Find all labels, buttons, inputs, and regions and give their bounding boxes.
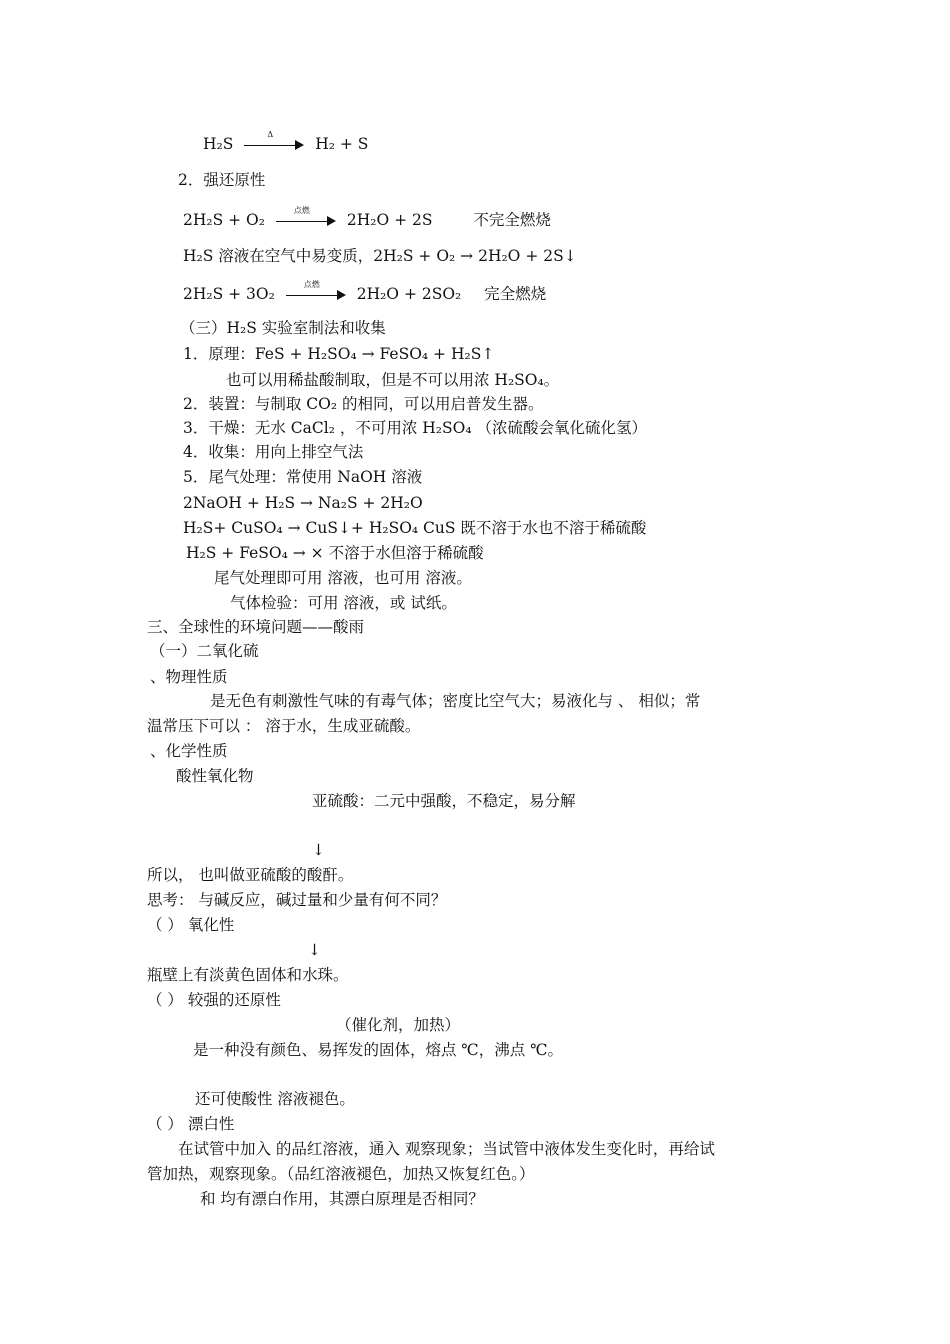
subsection-heading: 、物理性质	[150, 668, 228, 686]
text-line: 在试管中加入 的品红溶液，通入 观察现象；当试管中液体发生变化时，再给试	[178, 1140, 715, 1158]
text-line: 所以， 也叫做亚硫酸的酸酐。	[147, 866, 354, 884]
reactant-text: H₂S	[203, 135, 234, 153]
reaction-arrow	[244, 130, 304, 150]
product-text: H₂ + S	[315, 135, 369, 153]
equation-line: H₂S+ CuSO₄ → CuS↓+ H₂SO₄ CuS 既不溶于水也不溶于稀硫酸	[183, 519, 647, 537]
text-line: 思考： 与碱反应，碱过量和少量有何不同？	[147, 891, 447, 909]
text-line: 气体检验：可用 溶液，或 试纸。	[230, 594, 457, 612]
text-line: 3．干燥：无水 CaCl₂ ，不可用浓 H₂SO₄ （浓硫酸会氧化硫化氢）	[183, 419, 647, 437]
text-line: 1．原理：FeS + H₂SO₄ → FeSO₄ + H₂S↑	[183, 345, 495, 363]
equation-line	[203, 130, 369, 154]
note-text: 不完全燃烧	[473, 211, 551, 229]
text-line: 是一种没有颜色、易挥发的固体，熔点 ℃，沸点 ℃。	[193, 1041, 564, 1059]
text-line: 2．强还原性	[178, 171, 266, 189]
text-line: 还可使酸性 溶液褪色。	[195, 1090, 355, 1108]
note-text: 完全燃烧	[484, 285, 547, 303]
equation-line: H₂S + FeSO₄ → × 不溶于水但溶于稀硫酸	[186, 544, 484, 562]
subsection-heading: （ ） 氧化性	[147, 916, 235, 934]
arrow-condition: 点燃	[293, 206, 310, 215]
text-line: 瓶壁上有淡黄色固体和水珠。	[147, 966, 349, 984]
text-line: 也可以用稀盐酸制取，但是不可以用浓 H₂SO₄。	[226, 371, 560, 389]
text-line: 温常压下可以 ： 溶于水，生成亚硫酸。	[147, 717, 421, 735]
text-line: 尾气处理即可用 溶液，也可用 溶液。	[214, 569, 472, 587]
text-line: 2．装置：与制取 CO₂ 的相同，可以用启普发生器。	[183, 395, 544, 413]
subsection-heading: （ ） 较强的还原性	[147, 991, 281, 1009]
equation-line	[183, 280, 547, 304]
reactant-text: 2H₂S + 3O₂	[183, 285, 275, 303]
text-line: （催化剂，加热）	[336, 1016, 461, 1034]
equation-line	[183, 206, 551, 230]
text-line: 亚硫酸：二元中强酸，不稳定，易分解	[312, 792, 576, 810]
text-line: 和 均有漂白作用，其漂白原理是否相同？	[200, 1190, 484, 1208]
product-text: 2H₂O + 2SO₂	[356, 285, 462, 303]
reaction-arrow	[276, 206, 336, 226]
subsection-heading: （一）二氧化硫	[150, 642, 259, 660]
arrow-condition: Δ	[267, 130, 274, 139]
subsection-heading: 、化学性质	[150, 742, 228, 760]
product-text: 2H₂O + 2S	[346, 211, 433, 229]
section-heading: （三）H₂S 实验室制法和收集	[180, 319, 386, 337]
text-line: 是无色有刺激性气味的有毒气体；密度比空气大；易液化与 、 相似；常	[210, 692, 701, 710]
arrow-condition: 点燃	[303, 280, 320, 289]
text-line: ↓	[312, 841, 325, 859]
text-line: H₂S 溶液在空气中易变质，2H₂S + O₂ → 2H₂O + 2S↓	[183, 247, 577, 265]
reaction-arrow	[286, 280, 346, 300]
text-line: ↓	[308, 941, 321, 959]
text-line: 5．尾气处理：常使用 NaOH 溶液	[183, 468, 423, 486]
section-heading: 三、全球性的环境问题——酸雨	[147, 618, 365, 636]
text-line: 酸性氧化物	[176, 767, 254, 785]
text-line: 管加热，观察现象。（品红溶液褪色，加热又恢复红色。）	[147, 1165, 535, 1183]
subsection-heading: （ ） 漂白性	[147, 1115, 235, 1133]
reactant-text: 2H₂S + O₂	[183, 211, 265, 229]
equation-line: 2NaOH + H₂S → Na₂S + 2H₂O	[183, 494, 423, 512]
text-line: 4．收集：用向上排空气法	[183, 443, 364, 461]
